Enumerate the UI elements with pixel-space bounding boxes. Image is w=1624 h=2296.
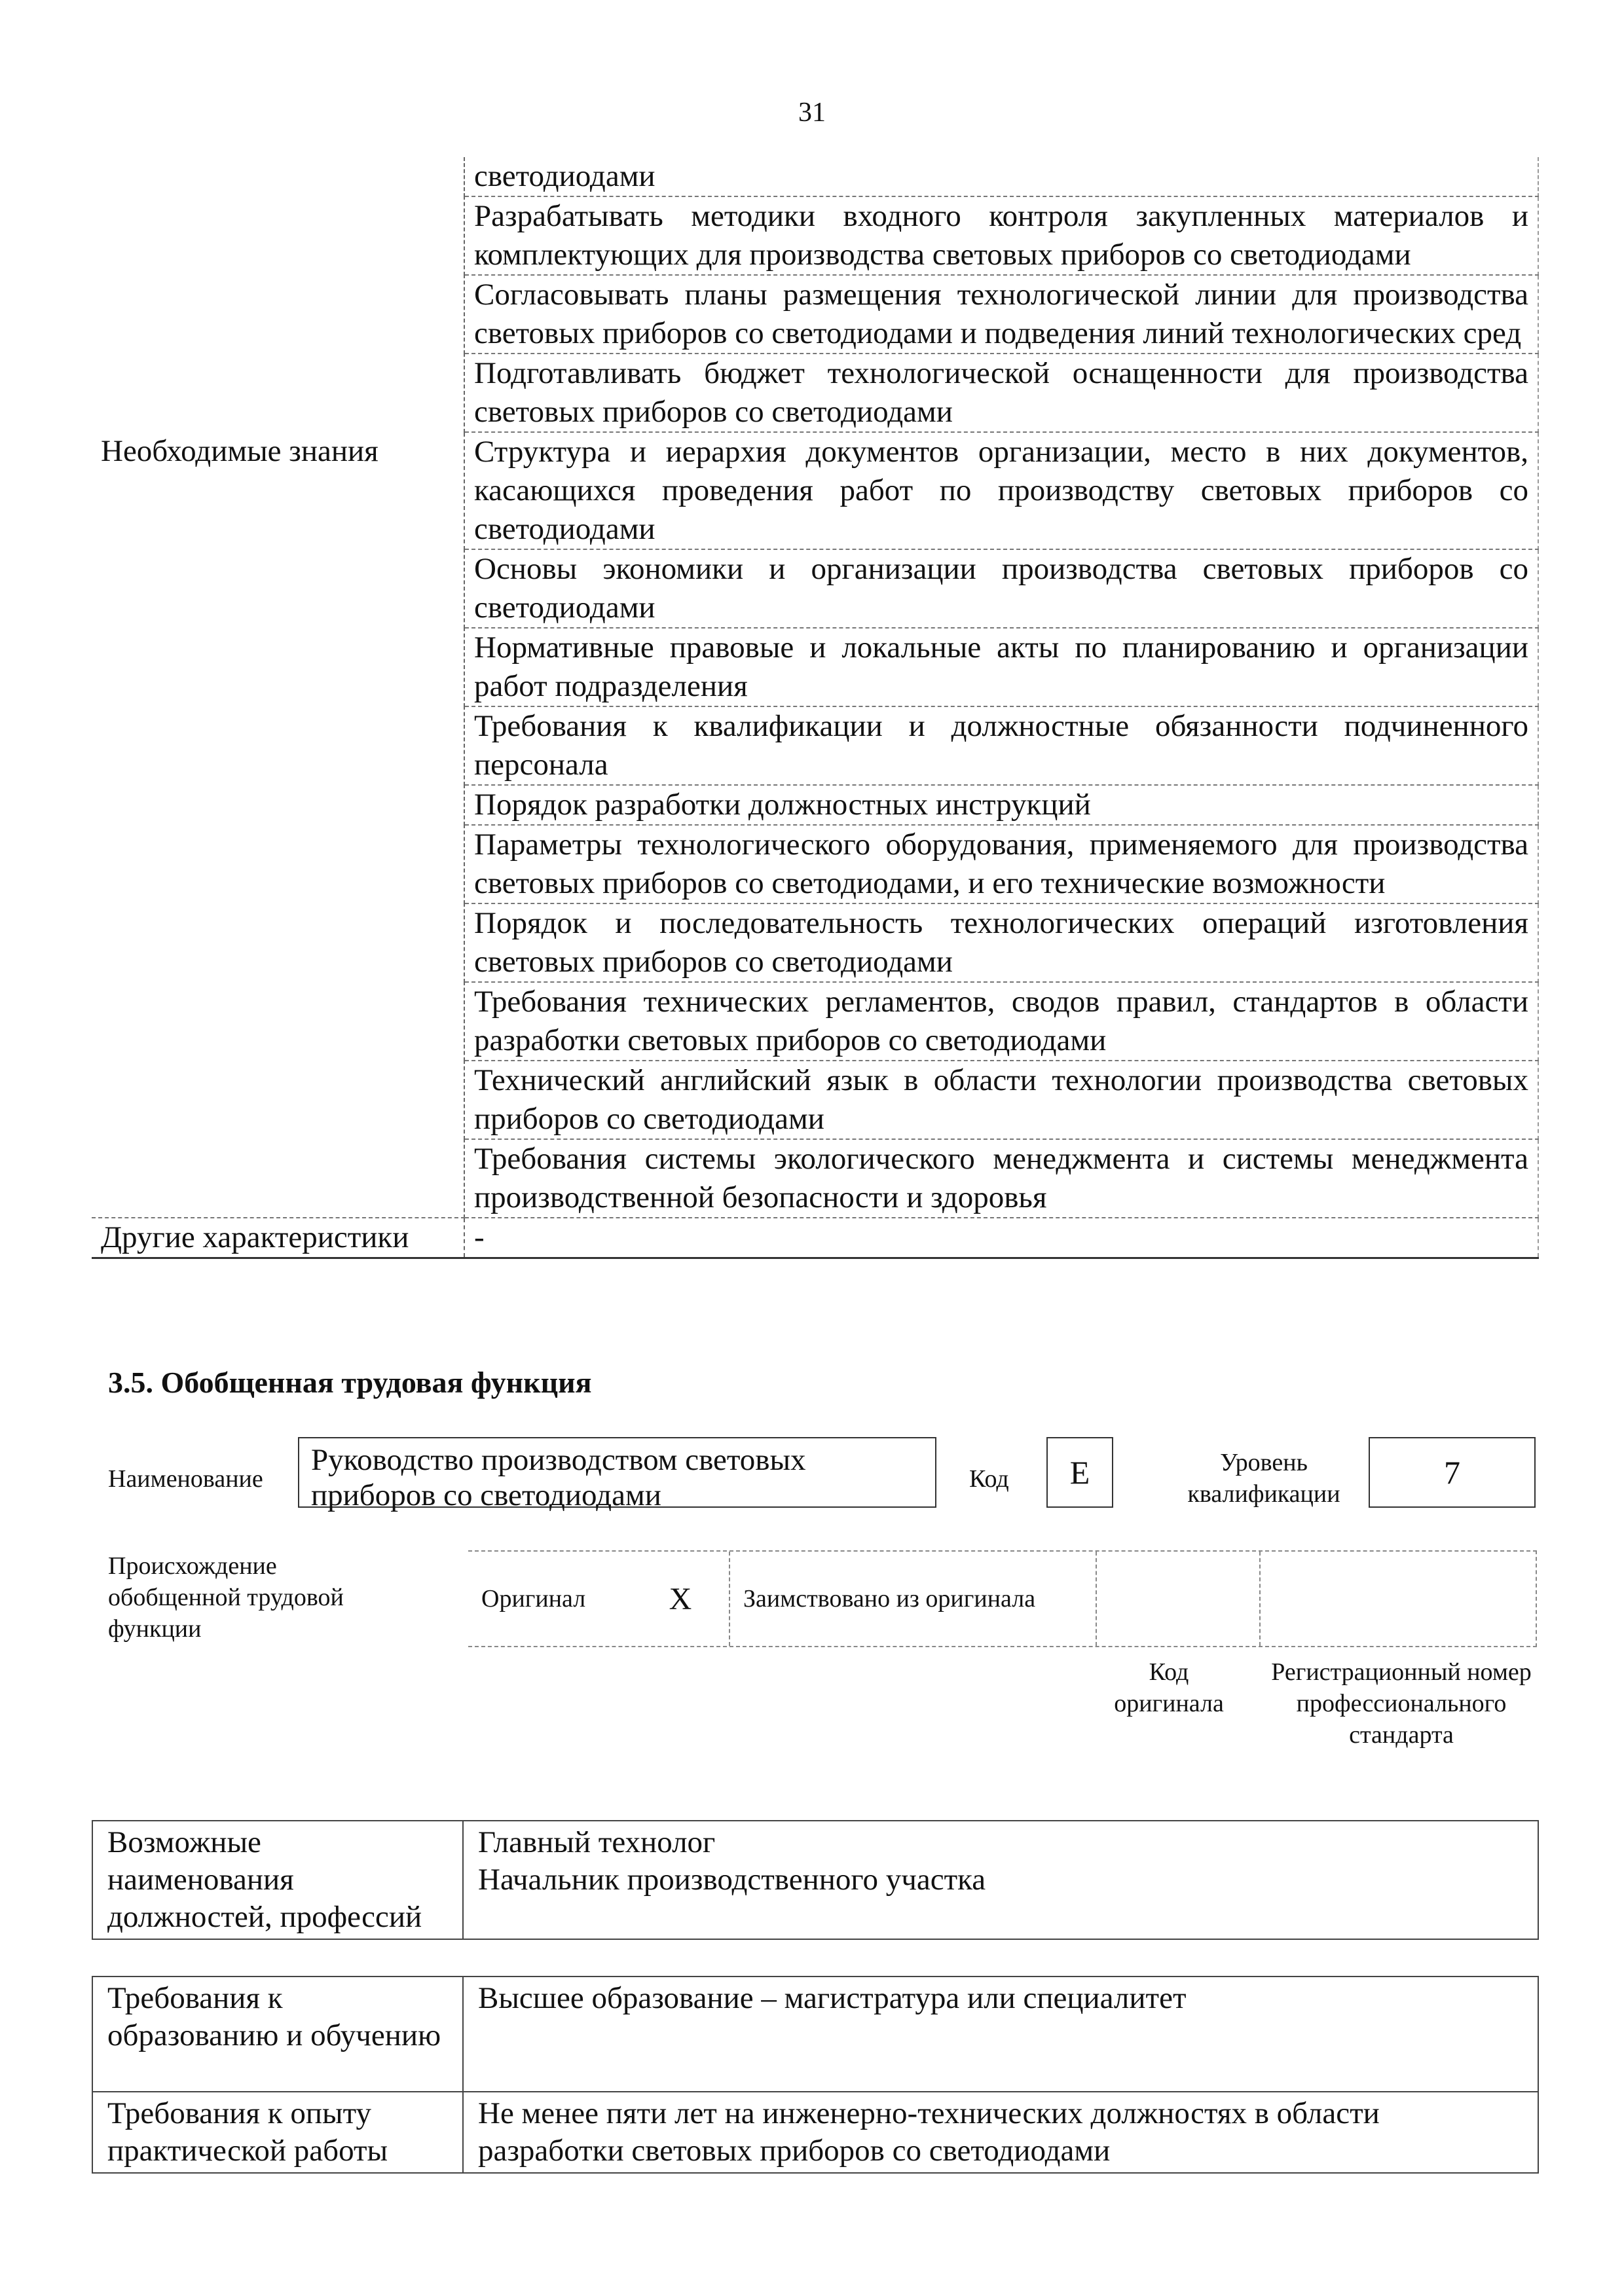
page-number: 31 <box>798 98 826 128</box>
section-title: 3.5. Обобщенная трудовая функция <box>108 1366 592 1399</box>
skill-item: Согласовывать планы размещения технологической линии для производства световых приборов со светодиодами и подведения линий технологических сред <box>464 275 1538 354</box>
education-label: Требования к образованию и обучению <box>92 1977 463 2092</box>
positions-values <box>463 1821 1538 1939</box>
skill-item: светодиодами <box>464 157 1538 196</box>
code-original-caption: Код оригинала <box>1114 1658 1224 1717</box>
original-code-cell <box>1097 1552 1261 1646</box>
position-item: Главный технолог <box>478 1825 716 1859</box>
origin-box <box>468 1550 1537 1647</box>
knowledge-item: Структура и иерархия документов организации, место в них документов, касающихся проведения работ по производству световых приборов со светодиодами <box>464 432 1538 549</box>
knowledge-item: Порядок разработки должностных инструкций <box>464 785 1538 825</box>
knowledge-label: Необходимые знания <box>92 432 464 1218</box>
reg-number-caption: Регистрационный номер профессионального стандарта <box>1271 1658 1532 1749</box>
original-label: Оригинал <box>481 1585 586 1613</box>
experience-value: Не менее пяти лет на инженерно-технических должностях в области разработки световых приборов со светодиодами <box>463 2092 1538 2173</box>
code-label: Код <box>969 1465 1009 1493</box>
origin-label: Происхождение обобщенной трудовой функции <box>108 1552 344 1643</box>
knowledge-item: Требования к квалификации и должностные обязанности подчиненного персонала <box>464 706 1538 785</box>
borrowed-label: Заимствовано из оригинала <box>730 1552 1097 1646</box>
knowledge-table <box>92 157 1539 1259</box>
knowledge-item: Технический английский язык в области технологии производства световых приборов со светодиодами <box>464 1061 1538 1139</box>
knowledge-item: Требования системы экологического менеджмента и системы менеджмента производственной безопасности и здоровья <box>464 1139 1538 1218</box>
requirements-table <box>92 1976 1539 2174</box>
experience-label: Требования к опыту практической работы <box>92 2092 463 2173</box>
knowledge-item: Параметры технологического оборудования, применяемого для производства световых приборов со светодиодами, и его технические возможности <box>464 825 1538 903</box>
original-mark: X <box>632 1552 730 1646</box>
name-value: Руководство производством световых приборов со светодиодами <box>298 1437 936 1508</box>
empty-label-cell <box>92 157 464 432</box>
skill-item: Разрабатывать методики входного контроля закупленных материалов и комплектующих для производства световых приборов со светодиодами <box>464 196 1538 275</box>
positions-label: Возможные наименования должностей, профессий <box>92 1821 463 1939</box>
other-label: Другие характеристики <box>92 1218 464 1258</box>
reg-number-cell <box>1261 1552 1536 1646</box>
knowledge-item: Порядок и последовательность технологических операций изготовления световых приборов со светодиодами <box>464 903 1538 982</box>
level-value: 7 <box>1369 1437 1536 1508</box>
code-value: E <box>1046 1437 1113 1508</box>
knowledge-item: Требования технических регламентов, сводов правил, стандартов в области разработки световых приборов со светодиодами <box>464 982 1538 1061</box>
education-value: Высшее образование – магистратура или специалитет <box>463 1977 1538 2092</box>
other-value: - <box>464 1218 1538 1258</box>
position-item: Начальник производственного участка <box>478 1863 986 1897</box>
skill-item: Подготавливать бюджет технологической оснащенности для производства световых приборов со светодиодами <box>464 354 1538 432</box>
level-label: Уровень квалификации <box>1187 1449 1340 1508</box>
positions-table <box>92 1820 1539 1940</box>
name-label: Наименование <box>108 1465 263 1493</box>
knowledge-item: Основы экономики и организации производства световых приборов со светодиодами <box>464 549 1538 628</box>
knowledge-item: Нормативные правовые и локальные акты по планированию и организации работ подразделения <box>464 628 1538 706</box>
